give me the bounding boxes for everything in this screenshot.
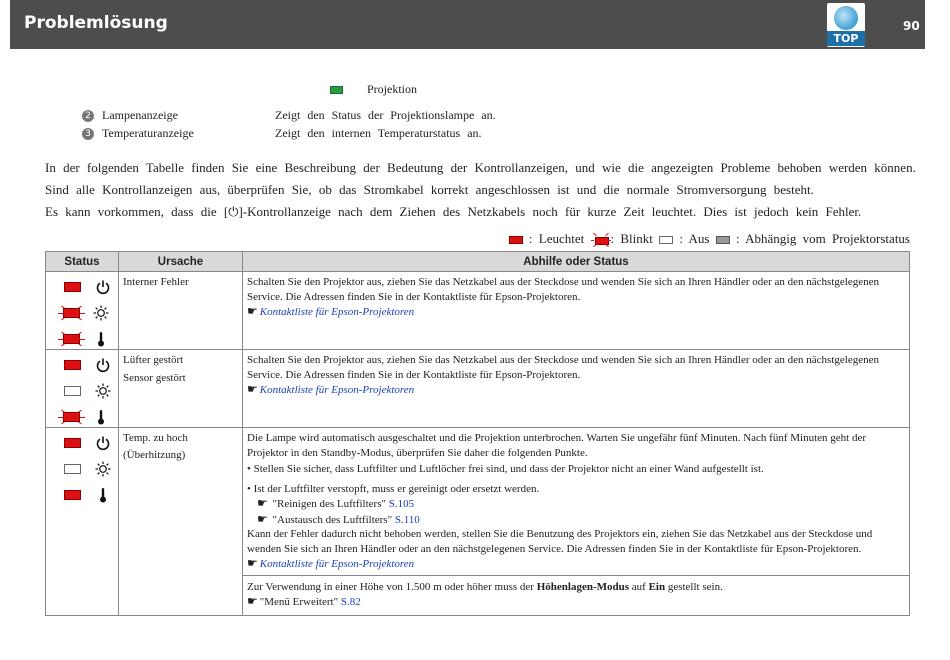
status-cell — [46, 272, 119, 350]
remedy-cell — [243, 350, 910, 428]
lit-indicator-icon — [64, 490, 81, 500]
indicator-legend — [509, 231, 910, 247]
top-label: TOP — [827, 31, 865, 46]
lit-indicator-icon — [64, 360, 81, 370]
lit-indicator-icon — [509, 236, 523, 244]
legend-lit: : Leuchtet — [528, 231, 585, 246]
status-indicator — [64, 331, 109, 347]
pointing-hand-icon: ☛ — [257, 511, 268, 526]
status-indicator — [64, 383, 111, 399]
cause-cell: Lüfter gestört Sensor gestört — [119, 350, 243, 428]
contact-list-link[interactable]: Kontaktliste für Epson-Projektoren — [259, 558, 415, 570]
contact-list-link[interactable]: Kontaktliste für Epson-Projektoren — [259, 384, 415, 396]
page-link[interactable]: S.105 — [388, 498, 415, 510]
bullet-item: Stellen Sie sicher, dass Luftfilter und Luftlöcher frei sind, und dass der Projektor nicht an einer Wand aufgestellt ist. — [253, 463, 764, 475]
status-indicator — [64, 461, 111, 477]
lamp-icon — [95, 461, 111, 477]
status-indicator — [64, 409, 109, 425]
status-indicator — [64, 357, 111, 373]
pointing-hand-icon: ☛ — [247, 304, 258, 318]
status-indicator — [64, 487, 111, 503]
remedy-cell: Die Lampe wird automatisch ausgeschaltet und die Projektion unterbrochen. Warten Sie ungefähr fünf Minuten. Nach fünf Minuten geht der Projektor in den Standby-Modus, überprüfen Sie daher die folgenden Punkte. • Stellen Sie sicher, dass Luftfilter und Luftlöcher frei sind, und dass der Projektor nicht an einer Wand aufgestellt ist. • Ist der Luftfilter verstopft, muss er gereinigt oder ersetzt werden. ☛ "Reinigen des Luftfilters" S.105 ☛ "Austausch des Luftfilters" S.110 Kann der Fehler dadurch nicht behoben werden, stellen Sie die Benutzung des Projektors ein, ziehen Sie das Netzkabel aus der Steckdose und wenden Sie sich an Ihren Händler oder an den nächstgelegenen Service. Die Adressen finden Sie in der Kontaktliste für Epson-Projektoren. ☛ Kontaktliste für Epson-Projektoren — [243, 428, 910, 576]
pointing-hand-icon: ☛ — [247, 382, 258, 396]
off-indicator-icon — [659, 236, 673, 244]
status-cell — [46, 428, 119, 616]
intro-paragraph: In der folgenden Tabelle finden Sie eine Beschreibung der Bedeutung der Kontrollanzeigen, und wie die angezeigten Probleme behoben werden können. — [45, 160, 916, 175]
page-link[interactable]: S.110 — [394, 513, 420, 526]
globe-icon — [834, 6, 858, 30]
top-button[interactable] — [827, 3, 865, 47]
number-badge: 2 — [82, 110, 94, 122]
blink-indicator-icon — [58, 410, 85, 424]
remedy-cell: Zur Verwendung in einer Höhe von 1.500 m oder höher muss der Höhenlagen-Modus auf Ein gestellt sein. ☛ "Menü Erweitert" S.82 — [243, 575, 910, 615]
intro-paragraph: Es kann vorkommen, dass die [⏻]-Kontrollanzeige nach dem Ziehen des Netzkabels noch für kurze Zeit leuchtet. Dies ist jedoch kein Fehler. — [45, 204, 862, 219]
status-cell — [46, 350, 119, 428]
definition-term: Temperaturanzeige — [102, 126, 194, 140]
legend-off: : Aus — [679, 231, 710, 246]
definition-desc: Zeigt den internen Temperaturstatus an. — [275, 126, 482, 140]
depends-indicator-icon — [716, 236, 730, 244]
power-icon — [95, 357, 111, 373]
lamp-icon — [93, 305, 109, 321]
page-title: Problemlösung — [24, 13, 168, 33]
blink-indicator-icon — [591, 233, 611, 247]
legend-blink: : Blinkt — [610, 231, 653, 246]
cause-cell: Interner Fehler — [119, 272, 243, 350]
lit-indicator-icon — [64, 438, 81, 448]
lamp-icon — [95, 383, 111, 399]
blink-indicator-icon — [58, 306, 85, 320]
table-row — [46, 350, 910, 428]
off-indicator-icon — [64, 386, 81, 396]
power-icon — [95, 435, 111, 451]
contact-list-link[interactable]: Kontaktliste für Epson-Projektoren — [259, 306, 415, 318]
table-row — [46, 272, 910, 350]
table-row — [46, 428, 910, 576]
definition-desc: Zeigt den Status der Projektionslampe an. — [275, 108, 496, 122]
column-header: Abhilfe oder Status — [243, 252, 910, 272]
number-badge: 3 — [82, 128, 94, 140]
remedy-text: Schalten Sie den Projektor aus, ziehen Sie das Netzkabel aus der Steckdose und wenden Sie sich an Ihren Händler oder an den nächstgelegenen Service. Die Adressen finden Sie in der Kontaktliste für Epson-Projektoren. — [247, 354, 879, 381]
pointing-hand-icon: ☛ — [247, 594, 258, 608]
pointing-hand-icon: ☛ — [247, 556, 258, 570]
status-table — [45, 251, 910, 616]
lit-indicator-icon — [64, 282, 81, 292]
blink-indicator-icon — [58, 332, 85, 346]
remedy-cell — [243, 272, 910, 350]
thermometer-icon — [93, 331, 109, 347]
pointing-hand-icon: ☛ — [257, 496, 268, 510]
projection-legend — [330, 82, 417, 97]
bullet-item: Ist der Luftfilter verstopft, muss er gereinigt oder ersetzt werden. — [253, 482, 540, 495]
column-header: Ursache — [119, 252, 243, 272]
page-number: 90 — [903, 19, 920, 33]
definition-row — [82, 108, 496, 123]
remedy-text: Kann der Fehler dadurch nicht behoben werden, stellen Sie die Benutzung des Projektors ein, ziehen Sie das Netzkabel aus der Steckdose und wenden Sie sich an Ihren Händler oder an den nächstgelegenen Service. Die Adressen finden Sie in der Kontaktliste für Epson-Projektoren. — [247, 528, 873, 555]
status-indicator — [64, 435, 111, 451]
green-indicator-icon — [330, 86, 343, 94]
power-icon — [95, 279, 111, 295]
projection-label: Projektion — [367, 82, 417, 96]
legend-depends: : Abhängig vom Projektorstatus — [735, 231, 910, 246]
intro-paragraph: Sind alle Kontrollanzeigen aus, überprüfen Sie, ob das Stromkabel korrekt angeschlossen ist und die normale Stromversorgung besteht. — [45, 182, 814, 197]
status-indicator — [64, 279, 111, 295]
thermometer-icon — [93, 409, 109, 425]
off-indicator-icon — [64, 464, 81, 474]
definition-row — [82, 126, 482, 141]
definition-term: Lampenanzeige — [102, 108, 178, 122]
remedy-text: Schalten Sie den Projektor aus, ziehen Sie das Netzkabel aus der Steckdose und wenden Sie sich an Ihren Händler oder an den nächstgelegenen Service. Die Adressen finden Sie in der Kontaktliste für Epson-Projektoren. — [247, 276, 879, 303]
status-indicator — [64, 305, 109, 321]
column-header: Status — [46, 252, 119, 272]
page-link[interactable]: S.82 — [340, 596, 361, 608]
remedy-text: Die Lampe wird automatisch ausgeschaltet und die Projektion unterbrochen. Warten Sie ungefähr fünf Minuten. Nach fünf Minuten geht der Projektor in den Standby-Modus, überprüfen Sie daher die folgenden Punkte. — [247, 432, 867, 459]
cause-cell: Temp. zu hoch (Überhitzung) — [119, 428, 243, 616]
thermometer-icon — [95, 487, 111, 503]
page-header — [10, 0, 925, 49]
